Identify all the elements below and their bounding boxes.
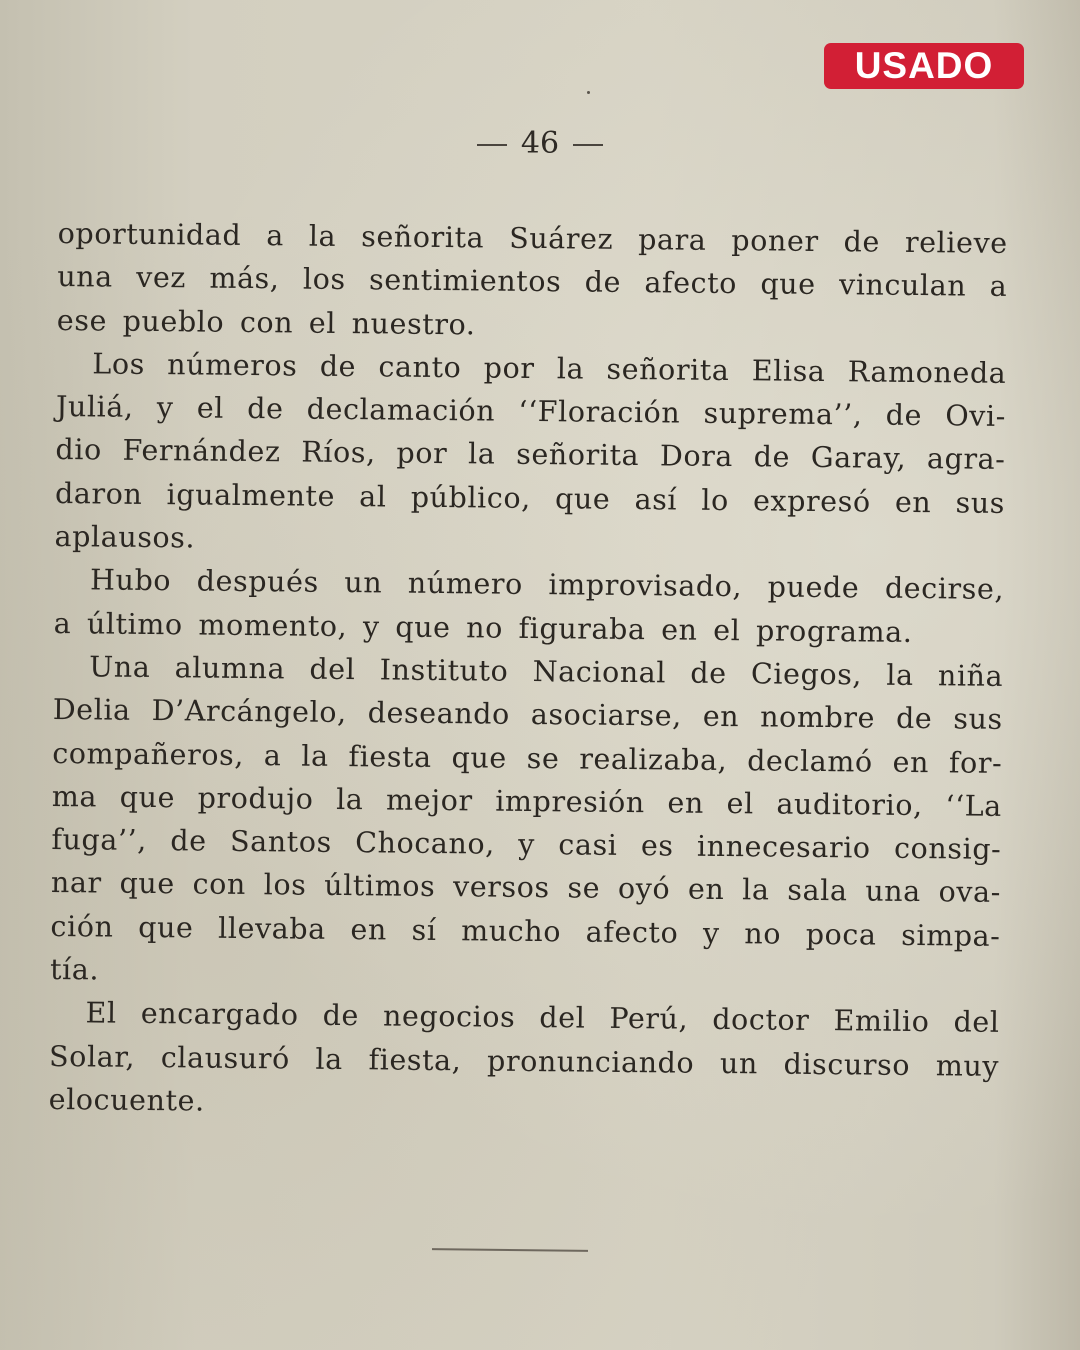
text-line: Una alumna del Instituto Nacional de Ciegos, la niña [89, 650, 1004, 693]
text-line: ción que llevaba en sí mucho afecto y no poca simpa- [50, 909, 1001, 953]
text-line: fuga’’, de Santos Chocano, y casi es innecesario consig- [51, 823, 1002, 867]
text-line: tía. [49, 953, 100, 987]
paragraph-2 [54, 342, 1006, 568]
paragraph-1 [57, 212, 1008, 352]
text-line: Juliá, y el de declamación ‘‘Floración suprema’’, de Ovi- [55, 390, 1007, 434]
text-line: daron igualmente al público, que así lo expresó en sus [54, 476, 1006, 520]
paragraph-4 [50, 645, 1004, 1001]
text-line: dio Fernández Ríos, por la señorita Dora de Garay, agra- [55, 433, 1006, 477]
text-line: nar que con los últimos versos se oyó en la sala una ova- [50, 866, 1002, 910]
paragraph-5 [48, 991, 999, 1131]
text-line: compañeros, a la fiesta que se realizaba, declamó en for- [52, 736, 1003, 780]
paragraph-3 [53, 558, 1004, 655]
text-line: oportunidad a la señorita Suárez para poner de relieve [57, 216, 1008, 260]
text-line: Los números de canto por la señorita Elisa Ramoneda [92, 347, 1007, 390]
page-number-dash-right [573, 144, 603, 146]
end-of-section-rule [432, 1248, 588, 1252]
page-body-text [48, 212, 1007, 1131]
text-line: Solar, clausuró la fiesta, pronunciando un discurso muy [48, 1039, 1000, 1083]
text-line: aplausos. [54, 520, 196, 555]
page-number-value: 46 [520, 126, 560, 161]
text-line: Delia D’Arcángelo, deseando asociarse, en nombre de sus [52, 693, 1003, 737]
paper-speck [587, 91, 590, 94]
page-number [0, 126, 1080, 161]
text-line: Hubo después un número improvisado, puede decirse, [89, 563, 1005, 607]
page-number-dash-left [477, 144, 507, 146]
used-condition-badge: USADO [824, 43, 1024, 89]
text-line: a último momento, y que no figuraba en el programa. [53, 606, 913, 649]
text-line: El encargado de negocios del Perú, doctor Emilio del [85, 996, 1000, 1040]
text-line: ese pueblo con el nuestro. [56, 303, 476, 341]
text-line: ma que produjo la mejor impresión en el auditorio, ‘‘La [51, 779, 1003, 823]
text-line: elocuente. [48, 1082, 205, 1118]
text-line: una vez más, los sentimientos de afecto que vinculan a [57, 260, 1008, 304]
